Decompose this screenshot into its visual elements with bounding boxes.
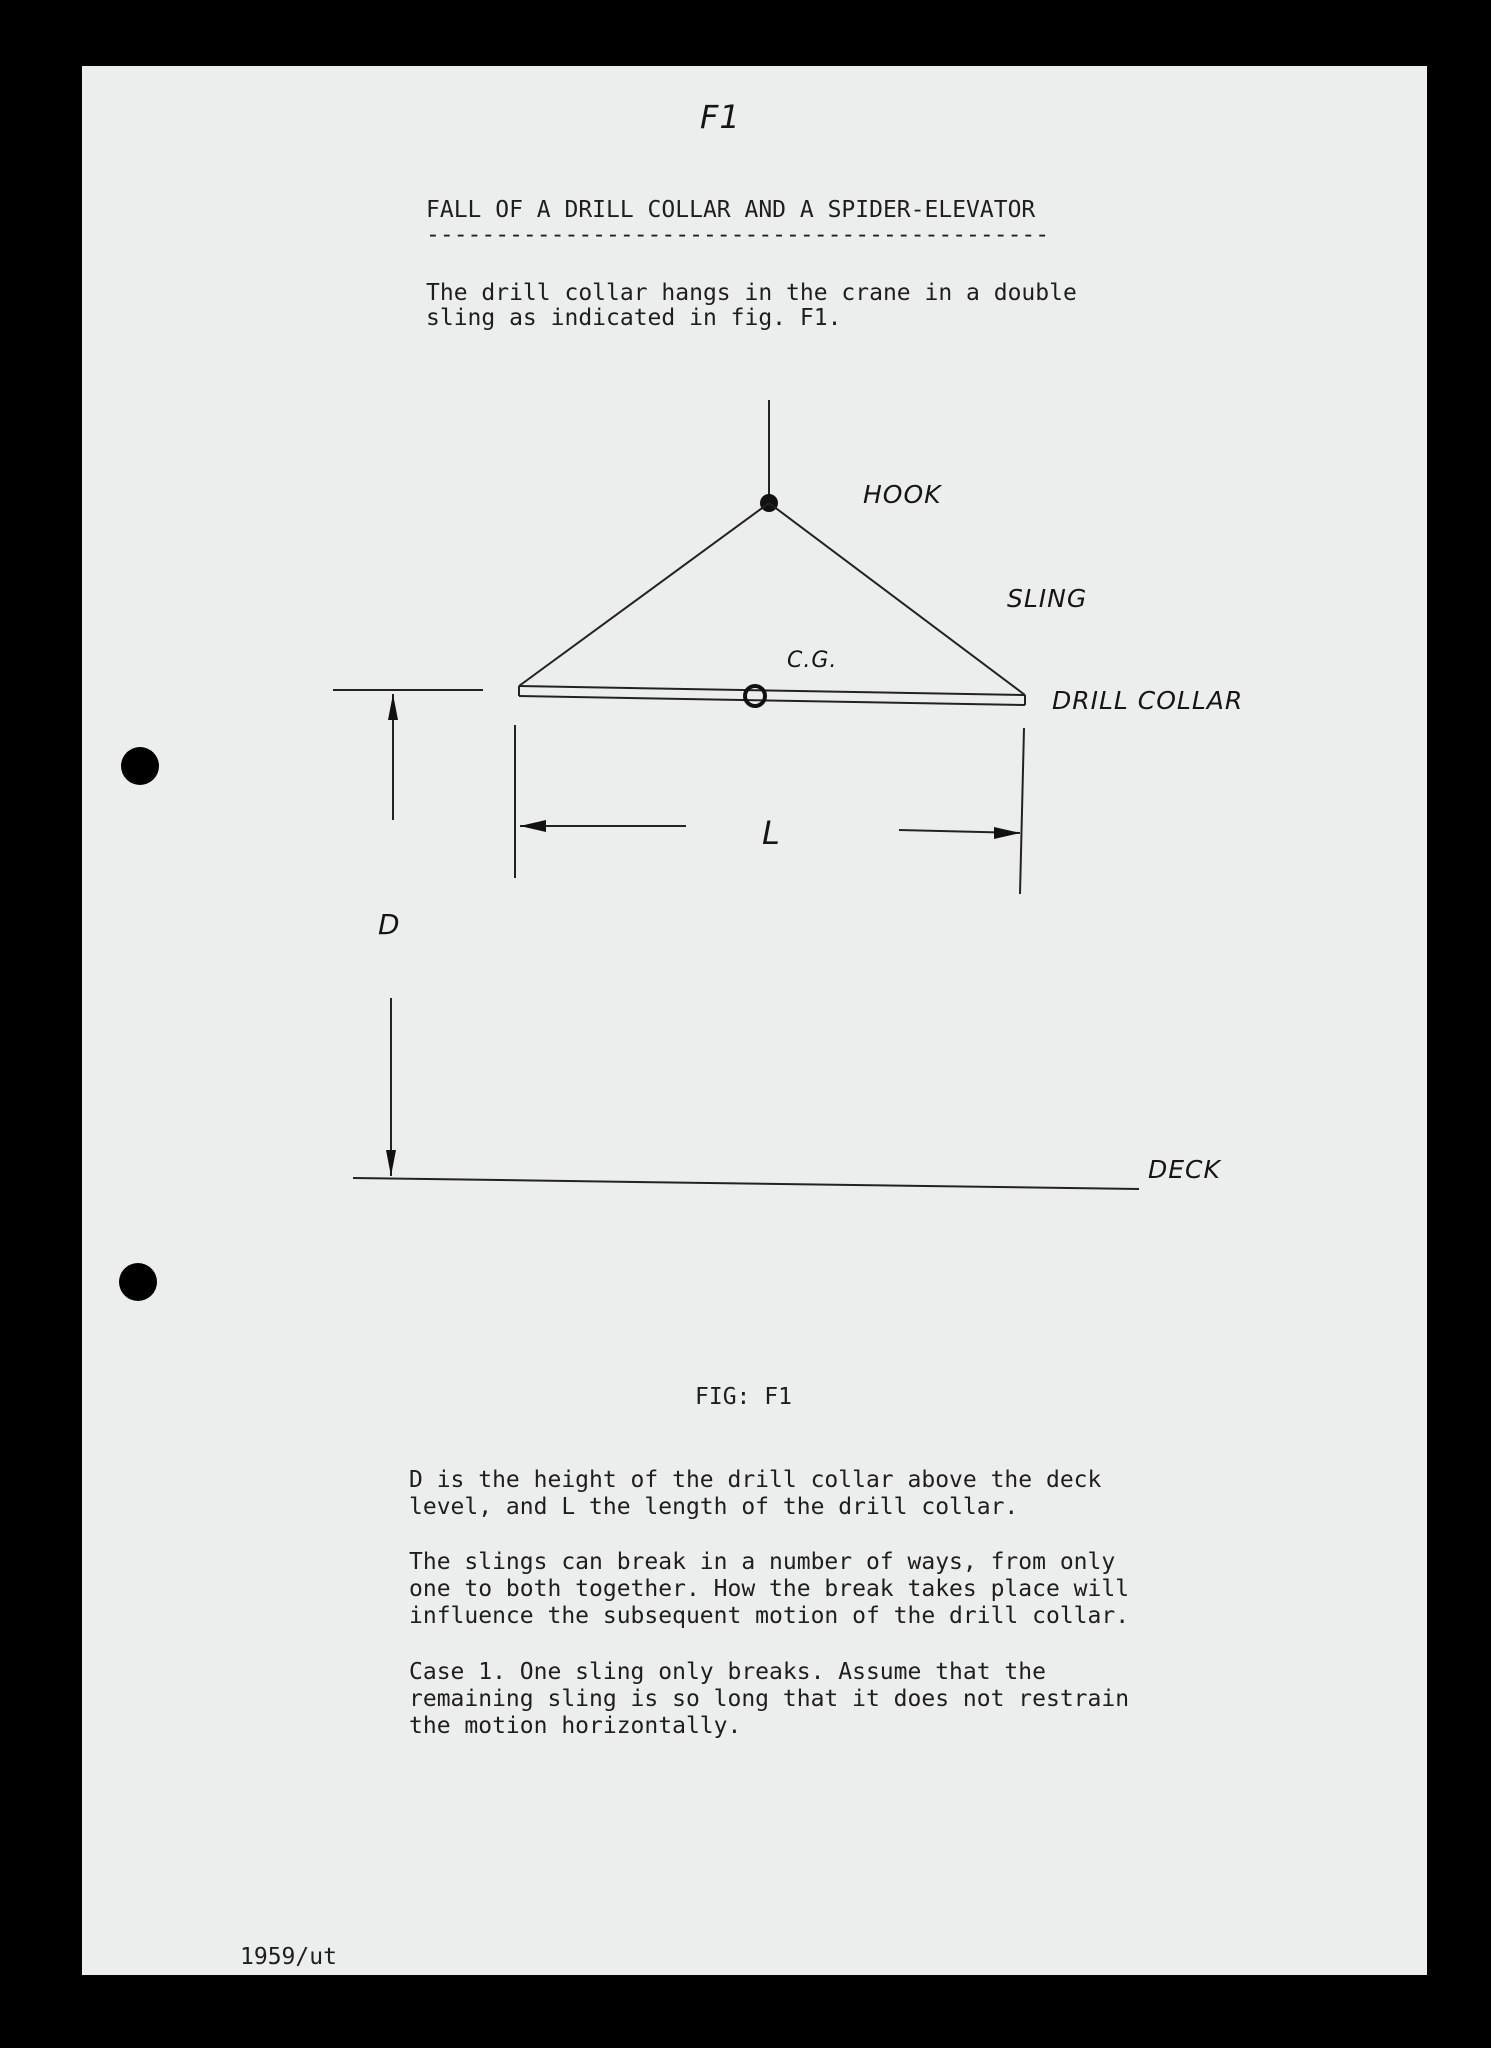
cg-marker	[745, 686, 765, 706]
length-label: L	[762, 814, 781, 852]
hook-label: HOOK	[863, 480, 942, 509]
paragraph-line: The slings can break in a number of ways, from only	[409, 1549, 1116, 1575]
document-title: FALL OF A DRILL COLLAR AND A SPIDER-ELEVATOR	[426, 197, 1036, 223]
drill-collar-bar	[519, 686, 1025, 705]
paragraph-line: the motion horizontally.	[409, 1713, 742, 1739]
paragraph-line: Case 1. One sling only breaks. Assume that the	[409, 1659, 1046, 1685]
paragraph-line: D is the height of the drill collar above the deck	[409, 1467, 1102, 1493]
paragraph-line: influence the subsequent motion of the drill collar.	[409, 1603, 1130, 1629]
page-label: F1	[700, 98, 741, 136]
deck-line	[353, 1178, 1139, 1189]
cg-label: C.G.	[787, 648, 838, 673]
footer-reference: 1959/ut	[240, 1944, 337, 1970]
length-dimension	[515, 725, 1024, 894]
sling-lines	[519, 503, 1025, 695]
paragraph-line: one to both together. How the break takes place will	[409, 1576, 1130, 1602]
drill-collar-label: DRILL COLLAR	[1052, 686, 1244, 715]
paragraph-line: level, and L the length of the drill collar.	[409, 1494, 1019, 1520]
deck-label: DECK	[1148, 1155, 1221, 1184]
paragraph-line: remaining sling is so long that it does not restrain	[409, 1686, 1130, 1712]
intro-line: The drill collar hangs in the crane in a double	[426, 280, 1077, 306]
height-label: D	[378, 908, 401, 941]
figure-caption: FIG: F1	[695, 1384, 792, 1410]
sling-label: SLING	[1007, 584, 1088, 613]
title-underline: ---------------------------------------------	[426, 222, 1050, 248]
intro-line: sling as indicated in fig. F1.	[426, 305, 842, 331]
